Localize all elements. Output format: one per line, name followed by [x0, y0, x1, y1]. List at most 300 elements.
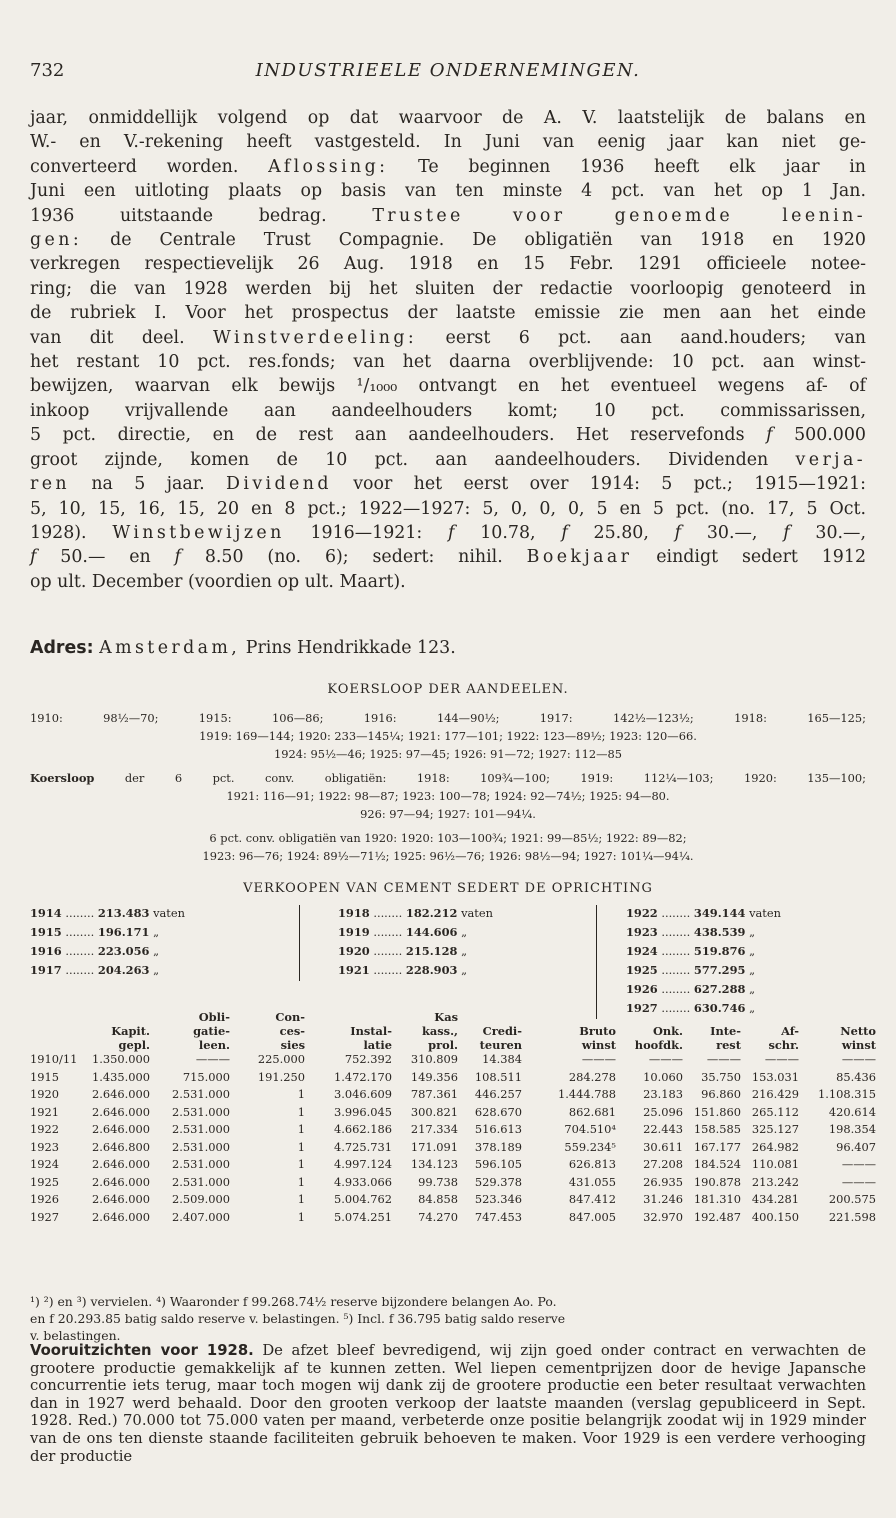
sales-year: 1926	[626, 982, 658, 996]
text-line	[30, 179, 866, 203]
sales-column	[626, 904, 781, 1018]
table-cell: winst	[581, 1038, 616, 1052]
table-cell: 628.670	[474, 1104, 522, 1119]
text-line	[30, 423, 866, 447]
sales-year: 1915	[30, 925, 62, 939]
florin-sign: f	[766, 425, 773, 446]
text-run: ring; die van 1928 werden bij het sluiten der redactie voorloopig genoteerd in	[30, 278, 866, 299]
table-cell: 198.354	[828, 1122, 876, 1136]
text-line	[30, 570, 866, 594]
table-cell: 216.429	[751, 1087, 799, 1101]
table-cell: 265.112	[751, 1104, 799, 1119]
sales-column	[338, 904, 493, 980]
table-cell: 2.509.000	[172, 1192, 230, 1206]
text-run: 5 pct. directie, en de rest aan aandeelhouders. Het reservefonds	[30, 425, 767, 446]
text-run: 1916—1921:	[284, 522, 449, 543]
outlook-text: De afzet bleef bevredigend, wij zijn goed onder contract en verwachten de grootere productie gemakkelijk af te kunnen zetten. Wel liepen cementprijzen door de hevige Japansche concurrentie iets terug, maar toch mogen wij dank zij de grootere productie een beter resultaat verwachten dan in 1927 werd behaald. Door den grooten verkoop der laatste maanden (verslag gepubliceerd in Sept. 1928. Red.) 70.000 tot 75.000 vaten per maand, verbeterde onze positie belangrijk zoodat wij in 1929 minder van de ons ten dienste staande faciliteiten gebruik behoeven te maken. Voor 1929 is een verdere verhooging der productie	[30, 1342, 866, 1465]
table-cell: teuren	[479, 1038, 522, 1052]
table-cell: 14.384	[482, 1052, 522, 1066]
table-cell: 284.278	[568, 1069, 616, 1084]
sales-year: 1916	[30, 944, 62, 958]
table-cell: 4.662.186	[334, 1122, 392, 1136]
table-cell: 217.334	[410, 1122, 458, 1136]
table-cell: 134.123	[410, 1157, 458, 1171]
sales-value: 182.212	[405, 906, 458, 920]
leader-dots: ........	[657, 944, 694, 958]
sales-unit: „	[745, 925, 755, 939]
table-cell: ———	[648, 1052, 683, 1066]
table-cell: 191.250	[257, 1069, 305, 1084]
table-cell: Credi-	[482, 1024, 522, 1038]
table-cell: 400.150	[751, 1209, 799, 1224]
sales-row	[338, 923, 493, 942]
text-run: groot zijnde, komen de 10 pct. aan aandeelhouders. Dividenden	[30, 449, 796, 470]
table-cell: 32.970	[643, 1209, 683, 1224]
sales-year: 1927	[626, 1001, 658, 1015]
text-run: op ult. December (voordien op ult. Maart).	[30, 571, 406, 592]
table-cell: Af-	[781, 1024, 799, 1038]
table-cell: 84.858	[418, 1192, 458, 1206]
address-line	[30, 638, 866, 658]
spaced-term: Winstverdeeling:	[213, 327, 418, 348]
text-run: eindigt sedert 1912	[632, 547, 867, 568]
footnote-line: en f 20.293.85 batig saldo reserve v. belastingen. ⁵) Incl. f 36.795 batig saldo reserve	[30, 1311, 566, 1326]
table-cell: Kapit.	[111, 1024, 150, 1038]
sales-year: 1925	[626, 963, 658, 977]
spaced-term: Dividend	[226, 474, 332, 495]
table-cell: 2.646.000	[92, 1122, 150, 1136]
text-run: van dit deel.	[30, 327, 214, 348]
sales-row	[626, 980, 781, 999]
table-cell: 446.257	[474, 1087, 522, 1101]
table-cell: 31.246	[643, 1192, 683, 1206]
obligatien-line	[30, 769, 866, 787]
table-cell: Instal-	[350, 1024, 392, 1038]
text-run: 30.—,	[789, 522, 866, 543]
table-cell: 310.809	[410, 1052, 458, 1066]
table-cell: 715.000	[182, 1069, 230, 1084]
table-cell: Obli-	[198, 1010, 230, 1024]
table-cell: 85.436	[836, 1069, 876, 1084]
table-cell: 190.878	[693, 1174, 741, 1189]
text-line	[30, 448, 866, 472]
table-cell: 96.860	[701, 1087, 741, 1101]
text-run: verkregen respectievelijk 26 Aug. 1918 en 15 Febr. 1291 officieele notee-	[30, 254, 866, 275]
table-header-row	[30, 1010, 876, 1024]
table-cell: 1	[297, 1157, 305, 1171]
text-run: 50.— en	[36, 547, 175, 568]
conv-obligatien-line: 6 pct. conv. obligatiën van 1920: 1920: 103—100¾; 1921: 99—85½; 1922: 89—82;	[209, 831, 687, 845]
table-cell: 626.813	[568, 1157, 616, 1171]
table-cell: 2.646.000	[92, 1209, 150, 1224]
text-line	[30, 545, 866, 569]
year-cell: 1926	[30, 1192, 59, 1206]
table-cell: 184.524	[693, 1157, 741, 1171]
table-cell: 1	[297, 1139, 305, 1154]
spaced-term: ren	[30, 474, 71, 495]
sales-unit: vaten	[149, 906, 185, 920]
sales-value: 213.483	[97, 906, 150, 920]
table-cell: 74.270	[418, 1209, 458, 1224]
text-run: 10.78,	[454, 522, 562, 543]
sales-value: 144.606	[405, 925, 458, 939]
table-cell: 23.183	[643, 1087, 683, 1101]
text-line	[30, 252, 866, 276]
sales-unit: „	[745, 982, 755, 996]
table-cell: 2.531.000	[172, 1122, 230, 1136]
table-cell: winst	[841, 1038, 876, 1052]
text-run: bewijzen, waarvan elk bewijs ¹/₁₀₀₀ ontvangt en het eventueel wegens af- of	[30, 376, 866, 397]
table-cell: 559.234⁵	[564, 1139, 616, 1154]
table-cell: 192.487	[693, 1209, 741, 1224]
table-cell: 110.081	[751, 1157, 799, 1171]
obligatien-line: 1921: 116—91; 1922: 98—87; 1923: 100—78; 1924: 92—74½; 1925: 94—80.	[226, 789, 670, 803]
sales-value: 349.144	[693, 906, 746, 920]
address-label: Adres:	[30, 638, 94, 658]
body-text	[30, 106, 866, 594]
financial-table	[30, 1010, 876, 1227]
table-cell: schr.	[768, 1038, 799, 1052]
text-run: het restant 10 pct. res.fonds; van het daarna overblijvende: 10 pct. aan winst-	[30, 352, 866, 373]
table-cell: leen.	[198, 1038, 230, 1052]
sales-row	[626, 904, 781, 923]
table-cell: ces-	[279, 1024, 305, 1038]
leader-dots: ........	[369, 963, 406, 977]
table-cell: latie	[363, 1038, 392, 1052]
year-cell: 1922	[30, 1122, 59, 1136]
table-cell: 213.242	[751, 1174, 799, 1189]
table-cell: 181.310	[693, 1192, 741, 1206]
table-cell: 1	[297, 1104, 305, 1119]
spaced-term: Trustee voor genoemde leenin-	[372, 205, 867, 226]
text-run: 1928).	[30, 522, 113, 543]
table-cell: Con-	[275, 1010, 305, 1024]
sales-value: 630.746	[693, 1001, 746, 1015]
table-cell: 225.000	[257, 1052, 305, 1066]
sales-unit: „	[457, 944, 467, 958]
table-row	[30, 1087, 876, 1105]
spaced-term: verja-	[795, 449, 866, 470]
florin-sign: f	[448, 522, 455, 543]
sales-unit: „	[457, 963, 467, 977]
table-cell: ———	[841, 1174, 876, 1189]
florin-sign: f	[783, 522, 790, 543]
text-run: W.- en V.-rekening heeft vastgesteld. In Juni van eenig jaar kan niet ge-	[30, 132, 866, 153]
table-row	[30, 1105, 876, 1123]
sales-unit: „	[457, 925, 467, 939]
table-cell: 862.681	[568, 1104, 616, 1119]
table-cell: ———	[581, 1052, 616, 1066]
table-cell: 151.860	[693, 1104, 741, 1119]
text-line	[30, 472, 866, 496]
year-cell: 1923	[30, 1139, 59, 1154]
table-header-row	[30, 1038, 876, 1052]
sales-row	[30, 904, 185, 923]
year-cell: 1920	[30, 1087, 59, 1101]
table-cell: 596.105	[474, 1157, 522, 1171]
table-cell: 4.997.124	[334, 1157, 392, 1171]
text-line	[30, 497, 866, 521]
table-cell: 26.935	[643, 1174, 683, 1189]
table-cell: 158.585	[693, 1122, 741, 1136]
text-run: na 5 jaar.	[70, 474, 227, 495]
spaced-term: Aflossing:	[268, 156, 389, 177]
table-cell: 153.031	[751, 1069, 799, 1084]
running-title: INDUSTRIEELE ONDERNEMINGEN.	[255, 60, 641, 81]
text-run: 25.80,	[567, 522, 675, 543]
table-cell: 4.725.731	[334, 1139, 392, 1154]
table-cell: 516.613	[474, 1122, 522, 1136]
leader-dots: ........	[369, 925, 406, 939]
sales-unit: „	[745, 963, 755, 977]
text-line	[30, 155, 866, 179]
leader-dots: ........	[61, 925, 98, 939]
leader-dots: ........	[61, 963, 98, 977]
table-row	[30, 1052, 876, 1070]
table-cell: 27.208	[643, 1157, 683, 1171]
sales-unit: „	[149, 963, 159, 977]
text-run: Te beginnen 1936 heeft elk jaar in	[388, 156, 866, 177]
table-cell: 2.531.000	[172, 1087, 230, 1101]
table-cell: 171.091	[410, 1139, 458, 1154]
table-cell: 704.510⁴	[564, 1122, 616, 1136]
text-run: Juni een uitloting plaats op basis van ten minste 4 pct. van het op 1 Jan.	[30, 181, 866, 202]
koersloop-title: KOERSLOOP DER AANDEELEN.	[327, 682, 569, 697]
sales-row	[338, 904, 493, 923]
text-line	[30, 399, 866, 423]
text-run: de Centrale Trust Compagnie. De obligatiën van 1918 en 1920	[82, 230, 866, 251]
table-cell: ———	[841, 1052, 876, 1066]
sales-value: 228.903	[405, 963, 458, 977]
koersloop-line: 1924: 95½—46; 1925: 97—45; 1926: 91—72; 1927: 112—85	[274, 747, 622, 761]
year-cell: 1925	[30, 1174, 59, 1189]
table-cell: 25.096	[643, 1104, 683, 1119]
text-run: 1936 uitstaande bedrag.	[30, 205, 373, 226]
year-cell: 1910/11	[30, 1052, 78, 1066]
table-cell: 2.531.000	[172, 1174, 230, 1189]
leader-dots: ........	[657, 906, 694, 920]
sales-value: 438.539	[693, 925, 746, 939]
leader-dots: ........	[369, 944, 406, 958]
table-cell: 108.511	[474, 1069, 522, 1084]
table-cell: 1.108.315	[818, 1087, 876, 1101]
table-cell: Onk.	[652, 1024, 683, 1038]
obligatien-text: der 6 pct. conv. obligatiën: 1918: 109¾—100; 1919: 112¼—103; 1920: 135—100;	[94, 771, 866, 785]
koersloop-line: 1919: 169—144; 1920: 233—145¼; 1921: 177—101; 1922: 123—89½; 1923: 120—66.	[199, 729, 697, 743]
sales-unit: „	[149, 925, 159, 939]
table-cell: 4.933.066	[334, 1174, 392, 1189]
table-cell: 747.453	[474, 1209, 522, 1224]
sales-year: 1918	[338, 906, 370, 920]
text-run: 8.50 (no. 6); sedert: nihil.	[180, 547, 527, 568]
sales-value: 519.876	[693, 944, 746, 958]
table-row	[30, 1175, 876, 1193]
leader-dots: ........	[61, 906, 98, 920]
leader-dots: ........	[657, 925, 694, 939]
table-cell: 3.046.609	[334, 1087, 392, 1101]
sales-year: 1921	[338, 963, 370, 977]
text-run: voor het eerst over 1914: 5 pct.; 1915—1921:	[331, 474, 866, 495]
table-row	[30, 1192, 876, 1210]
table-cell: rest	[716, 1038, 741, 1052]
table-row	[30, 1070, 876, 1088]
table-cell: 1.435.000	[92, 1069, 150, 1084]
table-cell: prol.	[428, 1038, 458, 1052]
text-line	[30, 326, 866, 350]
column-divider	[299, 905, 300, 981]
table-cell: Bruto	[579, 1024, 616, 1038]
obligatien-label: Koersloop	[30, 771, 95, 785]
table-cell: sies	[280, 1038, 305, 1052]
footnotes	[30, 1293, 866, 1344]
table-cell: kass.,	[421, 1024, 458, 1038]
table-row	[30, 1210, 876, 1228]
outlook-paragraph	[30, 1342, 866, 1465]
text-line	[30, 228, 866, 252]
sales-year: 1922	[626, 906, 658, 920]
sales-year: 1919	[338, 925, 370, 939]
sales-year: 1924	[626, 944, 658, 958]
table-cell: 10.060	[643, 1069, 683, 1084]
table-cell: 2.531.000	[172, 1104, 230, 1119]
table-cell: 1	[297, 1209, 305, 1224]
leader-dots: ........	[657, 982, 694, 996]
table-cell: 1	[297, 1192, 305, 1206]
table-cell: gepl.	[118, 1038, 150, 1052]
table-cell: 529.378	[474, 1174, 522, 1189]
year-cell: 1915	[30, 1069, 59, 1084]
sales-row	[30, 961, 185, 980]
table-cell: 30.611	[643, 1139, 683, 1154]
text-line	[30, 277, 866, 301]
verkoopen-title: VERKOOPEN VAN CEMENT SEDERT DE OPRICHTING	[243, 881, 653, 896]
text-line	[30, 204, 866, 228]
sales-year: 1920	[338, 944, 370, 958]
text-run: eerst 6 pct. aan aand.houders; van	[417, 327, 867, 348]
table-cell: 2.407.000	[172, 1209, 230, 1224]
year-cell: 1924	[30, 1157, 59, 1171]
table-cell: 847.005	[568, 1209, 616, 1224]
table-cell: 2.531.000	[172, 1139, 230, 1154]
address-street: Prins Hendrikkade 123.	[240, 638, 456, 658]
table-cell: 2.531.000	[172, 1157, 230, 1171]
table-cell: 2.646.000	[92, 1174, 150, 1189]
leader-dots: ........	[369, 906, 406, 920]
year-cell: 1921	[30, 1104, 59, 1119]
text-run: 5, 10, 15, 16, 15, 20 en 8 pct.; 1922—1927: 5, 0, 0, 0, 5 en 5 pct. (no. 17, 5 Oct.	[30, 498, 866, 519]
table-cell: 1.444.788	[558, 1087, 616, 1101]
table-cell: Netto	[840, 1024, 876, 1038]
table-cell: 22.443	[643, 1122, 683, 1136]
table-cell: 2.646.800	[92, 1139, 150, 1154]
sales-unit: „	[149, 944, 159, 958]
sales-unit: vaten	[457, 906, 493, 920]
table-cell: ———	[764, 1052, 799, 1066]
table-cell: Kas	[434, 1010, 458, 1024]
footnote-line: ¹) ²) en ³) vervielen. ⁴) Waaronder f 99.268.74½ reserve bijzondere belangen Ao. Po.	[30, 1294, 557, 1309]
table-cell: 96.407	[836, 1139, 876, 1154]
table-row	[30, 1140, 876, 1158]
table-cell: 5.074.251	[334, 1209, 392, 1224]
table-cell: 200.575	[828, 1192, 876, 1206]
table-cell: 1.472.170	[334, 1069, 392, 1084]
sales-row	[338, 942, 493, 961]
table-cell: 420.614	[828, 1104, 876, 1119]
sales-value: 196.171	[97, 925, 150, 939]
sales-value: 577.295	[693, 963, 746, 977]
table-cell: 1.350.000	[92, 1052, 150, 1066]
table-cell: 1	[297, 1122, 305, 1136]
footnote-line: v. belastingen.	[30, 1328, 121, 1343]
year-cell: 1927	[30, 1209, 59, 1224]
running-header	[30, 60, 866, 84]
florin-sign: f	[174, 547, 181, 568]
sales-row	[626, 942, 781, 961]
text-line	[30, 521, 866, 545]
table-cell: 434.281	[751, 1192, 799, 1206]
table-cell: 264.982	[751, 1139, 799, 1154]
spaced-term: gen:	[30, 230, 83, 251]
sales-unit: vaten	[745, 906, 781, 920]
text-run: jaar, onmiddellijk volgend op dat waarvoor de A. V. laatstelijk de balans en	[30, 108, 866, 128]
florin-sign: f	[674, 522, 682, 543]
table-row	[30, 1122, 876, 1140]
florin-sign: f	[30, 547, 37, 568]
sales-unit: „	[745, 1001, 755, 1015]
text-run: converteerd worden.	[30, 156, 269, 177]
text-line	[30, 130, 866, 154]
sales-year: 1917	[30, 963, 62, 977]
table-cell: 2.646.000	[92, 1157, 150, 1171]
sales-year: 1914	[30, 906, 62, 920]
table-cell: 2.646.000	[92, 1087, 150, 1101]
conv-obligatien-line: 1923: 96—76; 1924: 89½—71½; 1925: 96½—76; 1926: 98½—94; 1927: 101¼—94¼.	[202, 849, 694, 863]
table-cell: hoofdk.	[634, 1038, 683, 1052]
sales-value: 204.263	[97, 963, 150, 977]
leader-dots: ........	[657, 1001, 694, 1015]
sales-column	[30, 904, 185, 980]
sales-row	[30, 923, 185, 942]
address-city: Amsterdam,	[99, 638, 241, 658]
table-cell: ———	[841, 1157, 876, 1171]
sales-unit: „	[745, 944, 755, 958]
text-run: inkoop vrijvallende aan aandeelhouders komt; 10 pct. commissarissen,	[30, 400, 866, 421]
table-cell: 787.361	[410, 1087, 458, 1101]
sales-value: 215.128	[405, 944, 458, 958]
leader-dots: ........	[657, 963, 694, 977]
column-divider	[596, 905, 597, 1019]
florin-sign: f	[561, 522, 568, 543]
table-cell: 847.412	[568, 1192, 616, 1206]
table-cell: Inte-	[710, 1024, 741, 1038]
spaced-term: Boekjaar	[526, 547, 633, 568]
text-line	[30, 374, 866, 398]
table-cell: 35.750	[701, 1069, 741, 1084]
table-cell: 5.004.762	[334, 1192, 392, 1206]
table-cell: 300.821	[410, 1104, 458, 1119]
table-header-row	[30, 1024, 876, 1038]
table-cell: 167.177	[693, 1139, 741, 1154]
table-cell: 99.738	[418, 1174, 458, 1189]
table-cell: 3.996.045	[334, 1104, 392, 1119]
sales-year: 1923	[626, 925, 658, 939]
sales-row	[30, 942, 185, 961]
table-row	[30, 1157, 876, 1175]
obligatien-line: 926: 97—94; 1927: 101—94¼.	[360, 807, 536, 821]
outlook-label: Vooruitzichten voor 1928.	[30, 1342, 254, 1359]
sales-value: 223.056	[97, 944, 150, 958]
table-cell: 431.055	[568, 1174, 616, 1189]
